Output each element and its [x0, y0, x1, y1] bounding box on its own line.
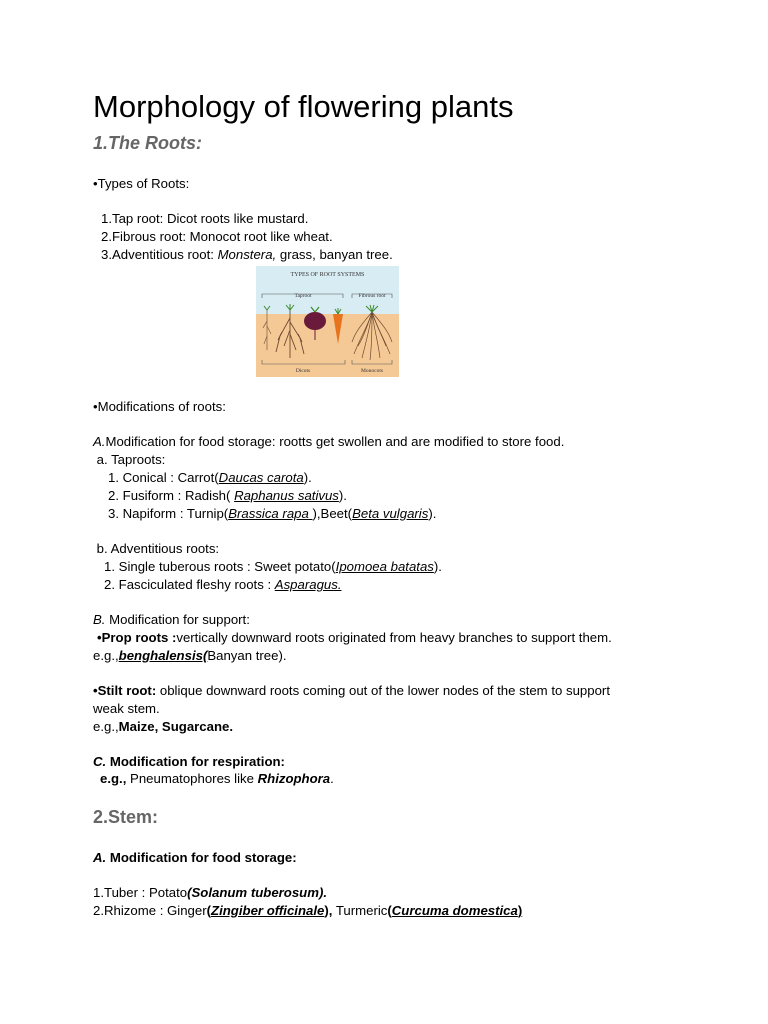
taproot-item-napiform: 3. Napiform : Turnip(Brassica rapa ),Beet(Beta vulgaris).	[108, 506, 437, 521]
types-heading: •Types of Roots:	[93, 176, 190, 191]
stem-food-storage-line: A. Modification for food storage:	[93, 850, 297, 865]
figure-label-dicots: Dicots	[295, 368, 311, 374]
prop-roots-line: •Prop roots :vertically downward roots originated from heavy branches to support them.	[97, 630, 612, 645]
type-item-fibrous: 2.Fibrous root: Monocot root like wheat.	[101, 229, 333, 244]
type-item-adventitious: 3.Adventitious root: Monstera, grass, banyan tree.	[101, 247, 393, 262]
prop-roots-example: e.g.,benghalensis(Banyan tree).	[93, 648, 287, 663]
stilt-root-line-2: weak stem.	[93, 701, 160, 716]
figure-label-fibrous: Fibrous root	[358, 293, 386, 299]
stem-item-tuber: 1.Tuber : Potato(Solanum tuberosum).	[93, 885, 328, 900]
figure-label-monocots: Monocots	[361, 368, 383, 374]
type-item-taproot: 1.Tap root: Dicot roots like mustard.	[101, 211, 309, 226]
page-title: Morphology of flowering plants	[93, 89, 514, 124]
adventitious-item-fasciculated: 2. Fasciculated fleshy roots : Asparagus.	[104, 577, 342, 592]
adventitious-item-tuberous: 1. Single tuberous roots : Sweet potato(Ipomoea batatas).	[104, 559, 442, 574]
figure-label-taproot: Taproot	[294, 293, 312, 299]
figure-title: TYPES OF ROOT SYSTEMS	[290, 272, 365, 278]
root-systems-figure	[256, 266, 399, 377]
taproots-label: a. Taproots:	[93, 452, 166, 467]
taproot-item-fusiform: 2. Fusiform : Radish( Raphanus sativus).	[108, 488, 347, 503]
section-heading-roots: 1.The Roots:	[93, 133, 203, 153]
stem-item-rhizome: 2.Rhizome : Ginger(Zingiber officinale), Turmeric(Curcuma domestica)	[93, 903, 523, 918]
section-heading-stem: 2.Stem:	[93, 807, 159, 827]
modifications-heading: •Modifications of roots:	[93, 399, 226, 414]
stilt-root-example: e.g.,Maize, Sugarcane.	[93, 719, 234, 734]
taproot-item-conical: 1. Conical : Carrot(Daucas carota).	[108, 470, 312, 485]
respiration-example: e.g., Pneumatophores like Rhizophora.	[100, 771, 334, 786]
food-storage-line: A.Modification for food storage: rootts get swollen and are modified to store food.	[93, 434, 565, 449]
support-line: B. Modification for support:	[93, 612, 250, 627]
respiration-line: C. Modification for respiration:	[93, 754, 285, 769]
stilt-root-line: •Stilt root: oblique downward roots coming out of the lower nodes of the stem to support	[93, 683, 610, 698]
adventitious-label: b. Adventitious roots:	[93, 541, 220, 556]
